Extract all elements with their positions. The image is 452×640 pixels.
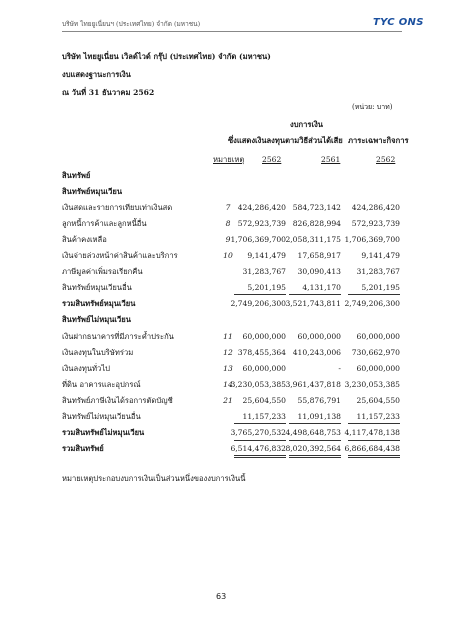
row-value-2561: 30,090,413 (297, 267, 341, 276)
subtotal-rule (234, 423, 286, 424)
row-value-2562-consolidated: 3,230,053,385 (230, 380, 286, 389)
section-non-current-assets: สินทรัพย์ไม่หมุนเวียน (62, 315, 131, 324)
row-value-2562-consolidated: 60,000,000 (242, 332, 286, 341)
column-group-header: งบการเงิน (290, 120, 323, 129)
row-value-2562-separate: 60,000,000 (356, 332, 400, 341)
row-note: 13 (223, 364, 233, 373)
total-label: รวมสินทรัพย์ไม่หมุนเวียน (62, 428, 145, 437)
row-label: เงินจ่ายล่วงหน้าค่าสินค้าและบริการ (62, 251, 178, 260)
subtotal-rule (348, 440, 400, 441)
row-value-2562-separate: 60,000,000 (356, 364, 400, 373)
total-value-2562-consolidated: 2,749,206,300 (230, 299, 286, 308)
section-assets: สินทรัพย์ (62, 171, 91, 180)
row-value-2562-consolidated: 424,286,420 (237, 203, 286, 212)
row-value-2562-separate: 730,662,970 (351, 348, 400, 357)
year-header-3: 2562 (376, 155, 396, 164)
double-rule (234, 457, 286, 458)
company-logo: TYC ONS (373, 17, 424, 28)
statement-date: ณ วันที่ 31 ธันวาคม 2562 (62, 88, 155, 97)
statement-title: งบแสดงฐานะการเงิน (62, 70, 131, 79)
row-label: สินทรัพย์ภาษีเงินได้รอการตัดบัญชี (62, 396, 173, 405)
row-label: ภาษีมูลค่าเพิ่มรอเรียกคืน (62, 267, 143, 276)
row-note: 12 (223, 348, 233, 357)
row-value-2562-consolidated: 1,706,369,700 (230, 235, 286, 244)
subtotal-rule (234, 294, 286, 295)
row-value-2561: 410,243,006 (292, 348, 341, 357)
row-note: 10 (223, 251, 233, 260)
row-label: เงินสดและรายการเทียบเท่าเงินสด (62, 203, 173, 212)
row-value-2562-separate: 3,230,053,385 (344, 380, 400, 389)
footnote: หมายเหตุประกอบงบการเงินเป็นส่วนหนึ่งของงบการเงินนี้ (62, 474, 246, 483)
row-note: 9 (225, 235, 231, 244)
row-note: 14 (223, 380, 233, 389)
total-value-2561: 3,521,743,811 (285, 299, 341, 308)
page-number: 63 (216, 592, 227, 601)
row-value-2561: 2,058,311,175 (285, 235, 341, 244)
subtotal-rule (234, 440, 286, 441)
company-name: บริษัท ไทยยูเนี่ยน เวิลด์ไวด์ กรุ๊ป (ประเทศไทย) จำกัด (มหาชน) (62, 52, 271, 61)
row-value-2561: 826,828,994 (292, 219, 341, 228)
total-value-2562-separate: 4,117,478,138 (344, 428, 400, 437)
section-current-assets: สินทรัพย์หมุนเวียน (62, 187, 123, 196)
row-value-2562-consolidated: 31,283,767 (242, 267, 286, 276)
row-note: 8 (225, 219, 231, 228)
column-subheader-separate: ภาระเฉพาะกิจการ (348, 136, 409, 145)
subtotal-rule (348, 423, 400, 424)
row-value-2562-consolidated: 60,000,000 (242, 364, 286, 373)
row-value-2561: 3,961,437,818 (285, 380, 341, 389)
total-value-2561: 4,498,648,753 (285, 428, 341, 437)
header-rule (62, 31, 402, 32)
double-rule (348, 455, 400, 456)
subtotal-rule (289, 440, 341, 441)
row-value-2562-separate: 31,283,767 (356, 267, 400, 276)
subtotal-rule (348, 294, 400, 295)
unit-label: (หน่วย: บาท) (352, 103, 393, 111)
row-label: สินค้าคงเหลือ (62, 235, 107, 244)
grand-total-2561: 8,020,392,564 (285, 444, 341, 453)
double-rule (289, 457, 341, 458)
total-value-2562-consolidated: 3,765,270,532 (230, 428, 286, 437)
row-value-2562-consolidated: 572,923,739 (237, 219, 286, 228)
subtotal-rule (289, 294, 341, 295)
row-value-2562-consolidated: 25,604,550 (242, 396, 286, 405)
row-value-2562-separate: 25,604,550 (356, 396, 400, 405)
row-label: สินทรัพย์ไม่หมุนเวียนอื่น (62, 412, 141, 421)
grand-total-label: รวมสินทรัพย์ (62, 444, 104, 453)
row-value-2561: 584,723,142 (292, 203, 341, 212)
total-value-2562-separate: 2,749,206,300 (344, 299, 400, 308)
row-value-2562-consolidated: 5,201,195 (247, 283, 286, 292)
row-value-2562-consolidated: 378,455,364 (237, 348, 286, 357)
row-value-2562-consolidated: 11,157,233 (242, 412, 286, 421)
row-value-2562-separate: 424,286,420 (351, 203, 400, 212)
year-header-2: 2561 (321, 155, 341, 164)
total-label: รวมสินทรัพย์หมุนเวียน (62, 299, 136, 308)
row-value-2561: 55,876,791 (297, 396, 341, 405)
row-label: เงินฝากธนาคารที่มีภาระค้ำประกัน (62, 332, 174, 341)
row-note: 21 (223, 396, 233, 405)
row-label: เงินลงทุนทั่วไป (62, 364, 110, 373)
row-value-2562-separate: 5,201,195 (361, 283, 400, 292)
row-label: เงินลงทุนในบริษัทร่วม (62, 348, 134, 357)
row-value-2562-separate: 572,923,739 (351, 219, 400, 228)
row-label: ที่ดิน อาคารและอุปกรณ์ (62, 380, 141, 389)
row-label: ลูกหนี้การค้าและลูกหนี้อื่น (62, 219, 147, 228)
row-value-2561: 60,000,000 (297, 332, 341, 341)
row-value-2561: 4,131,170 (302, 283, 341, 292)
column-subheader-consolidated: ซึ่งแสดงเงินลงทุนตามวิธีส่วนได้เสีย (228, 136, 343, 145)
double-rule (234, 455, 286, 456)
grand-total-2562-separate: 6,866,684,438 (344, 444, 400, 453)
note-column-header: หมายเหตุ (213, 155, 245, 164)
running-header: บริษัท ไทยยูเนี่ยนฯ (ประเทศไทย) จำกัด (มหาชน) (62, 20, 201, 28)
row-value-2562-separate: 1,706,369,700 (344, 235, 400, 244)
subtotal-rule (289, 423, 341, 424)
grand-total-2562-consolidated: 6,514,476,832 (230, 444, 286, 453)
row-label: สินทรัพย์หมุนเวียนอื่น (62, 283, 132, 292)
row-value-2562-consolidated: 9,141,479 (247, 251, 286, 260)
row-value-2562-separate: 9,141,479 (361, 251, 400, 260)
row-note: 11 (223, 332, 233, 341)
row-value-2562-separate: 11,157,233 (356, 412, 400, 421)
row-value-2561: 11,091,138 (297, 412, 341, 421)
row-value-2561: - (338, 364, 341, 373)
row-value-2561: 17,658,917 (297, 251, 341, 260)
row-note: 7 (225, 203, 231, 212)
year-header-1: 2562 (262, 155, 282, 164)
double-rule (289, 455, 341, 456)
double-rule (348, 457, 400, 458)
